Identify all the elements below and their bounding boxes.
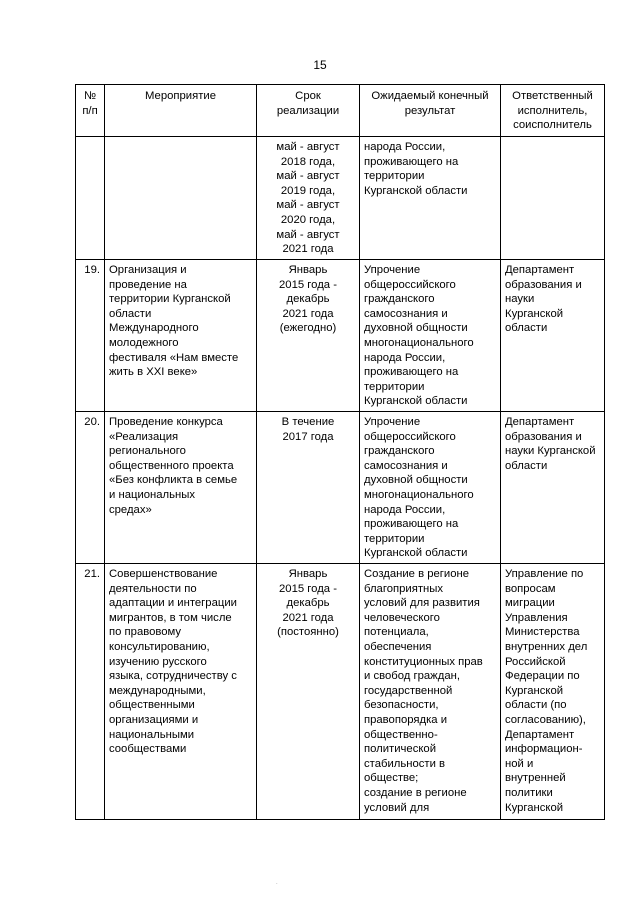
result-cell: Упрочение общероссийского гражданского самосознания и духовной общности многонационального народа России, проживающего на территории Курганской области <box>360 412 501 564</box>
header-result: Ожидаемый конечный результат <box>360 85 501 137</box>
term-cell: В течение 2017 года <box>257 412 360 564</box>
event-cell: Совершенствование деятельности по адаптации и интеграции мигрантов, в том числе по правовому консультированию, изучению русского языка, сотрудничеству с международными, общественными организациями и национальными сообществами <box>105 564 257 820</box>
result-cell: народа России, проживающего на территории Курганской области <box>360 137 501 260</box>
table-header-row <box>76 85 605 137</box>
result-cell: Создание в регионе благоприятных условий для развития человеческого потенциала, обеспечения конституционных прав и свобод граждан, государственной безопасности, правопорядка и общественно- политической стабильности в обществе; создание в регионе условий для <box>360 564 501 820</box>
row-number: 20. <box>76 412 105 564</box>
term-cell: май - август 2018 года, май - август 2019 года, май - август 2020 года, май - август 2021 года <box>257 137 360 260</box>
term-cell: Январь 2015 года - декабрь 2021 года (постоянно) <box>257 564 360 820</box>
header-responsible: Ответственный исполнитель, соисполнитель <box>501 85 605 137</box>
responsible-cell: Департамент образования и науки Курганской области <box>501 260 605 412</box>
event-cell: Организация и проведение на территории Курганской области Международного молодежного фестиваля «Нам вместе жить в XXI веке» <box>105 260 257 412</box>
responsible-cell <box>501 137 605 260</box>
table-row <box>76 412 605 564</box>
table-row <box>76 137 605 260</box>
result-cell: Упрочение общероссийского гражданского самосознания и духовной общности многонационального народа России, проживающего на территории Курганской области <box>360 260 501 412</box>
table-row <box>76 260 605 412</box>
term-cell: Январь 2015 года - декабрь 2021 года (ежегодно) <box>257 260 360 412</box>
row-number: 19. <box>76 260 105 412</box>
row-number: 21. <box>76 564 105 820</box>
page-number: 15 <box>313 58 327 72</box>
responsible-cell: Управление по вопросам миграции Управления Министерства внутренних дел Российской Федерации по Курганской области (по согласованию), Департамент информацион- ной и внутренней политики Курганской <box>501 564 605 820</box>
header-term: Срок реализации <box>257 85 360 137</box>
events-table <box>75 84 605 820</box>
header-num: № п/п <box>76 85 105 137</box>
event-cell <box>105 137 257 260</box>
page-footer-mark: . <box>276 880 278 886</box>
event-cell: Проведение конкурса «Реализация регионального общественного проекта «Без конфликта в семье и национальных средах» <box>105 412 257 564</box>
responsible-cell: Департамент образования и науки Курганской области <box>501 412 605 564</box>
table-row <box>76 564 605 820</box>
row-number <box>76 137 105 260</box>
header-event: Мероприятие <box>105 85 257 137</box>
